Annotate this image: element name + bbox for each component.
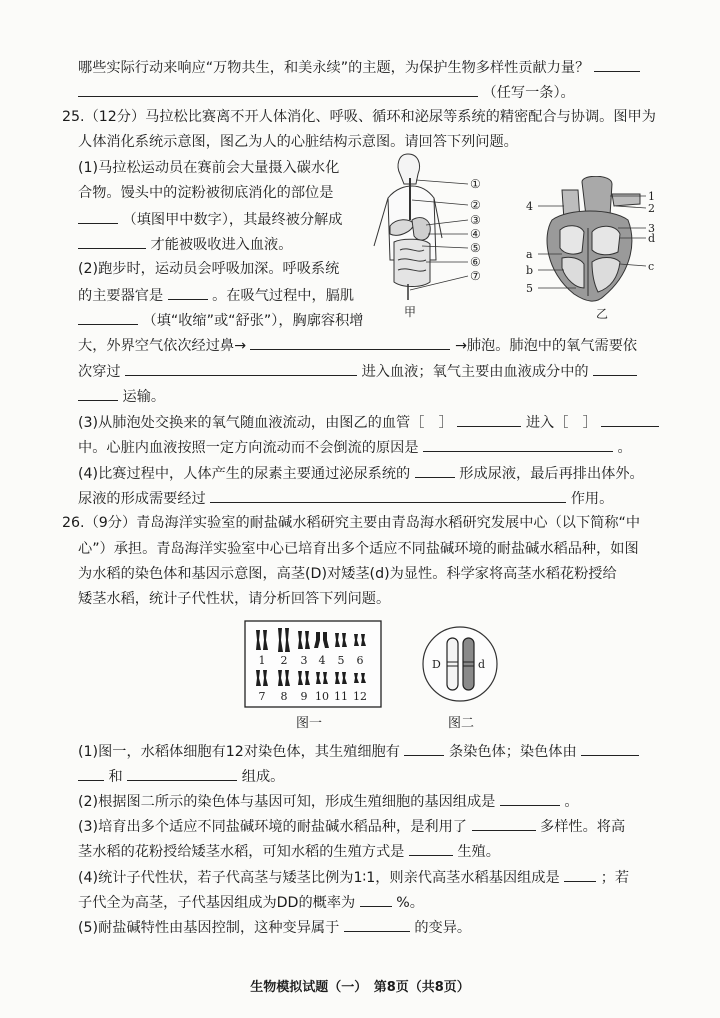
- answer-blank[interactable]: [457, 411, 521, 427]
- q26-s1-text: 组成。: [241, 769, 285, 785]
- q25-p4-text: (4)比赛过程中，人体产生的尿素主要通过泌尿系统的: [78, 466, 411, 482]
- q26-s5-text: 的变异。: [414, 920, 472, 936]
- q26-s1-text: 和: [108, 769, 123, 785]
- q25-p3-line1: [78, 411, 659, 433]
- answer-blank[interactable]: [593, 360, 637, 376]
- answer-blank[interactable]: [250, 334, 450, 350]
- q26-heading-2: 心”）承担。青岛海洋实验室中心已培育出多个适应不同盐碱环境的耐盐碱水稻品种，如图: [78, 541, 639, 557]
- q25-p4-text: 尿液的形成需要经过: [78, 491, 206, 507]
- q25-p4-line1: [78, 462, 644, 484]
- intro-text-2: （任写一条）。: [482, 85, 575, 101]
- gene-label-D: D: [432, 658, 441, 671]
- figure-one-caption: 图一: [296, 716, 323, 731]
- q26-s1-text: (1)图一，水稻体细胞有12对染色体，其生殖细胞有: [78, 744, 400, 760]
- q25-p2-line2: [78, 284, 354, 306]
- chromosome-number: 12: [353, 690, 367, 703]
- q26-s2-line: [78, 790, 579, 812]
- q25-p2-line4: [78, 334, 637, 356]
- q25-p3-text: 中。心脏内血液按照一定方向流动而不会倒流的原因是: [78, 440, 419, 456]
- q25-p1-text: （填图甲中数字），其最终被分解成: [122, 212, 343, 228]
- q25-heading-1: 25.（12分）马拉松比赛离不开人体消化、呼吸、循环和泌尿等系统的精密配合与协调。图甲为: [62, 109, 656, 125]
- q25-p2-line3: [78, 309, 363, 331]
- q25-p1-text: 才能被吸收进入血液。: [150, 237, 293, 253]
- q26-s3-text: 多样性。将高: [540, 819, 626, 835]
- q25-p1-line4: [78, 233, 292, 255]
- jia-label-1: ①: [470, 177, 481, 191]
- answer-blank[interactable]: [409, 840, 453, 856]
- q26-s4-text: 子代全为高茎，子代基因组成为DD的概率为: [78, 895, 356, 911]
- q25-p2-line1: (2)跑步时，运动员会呼吸加深。呼吸系统: [78, 261, 340, 277]
- jia-label-5: ⑤: [470, 241, 481, 255]
- answer-blank[interactable]: [500, 790, 560, 806]
- answer-blank[interactable]: [127, 765, 237, 781]
- heart-structure-figure: [522, 176, 662, 326]
- jia-label-2: ②: [470, 198, 481, 212]
- answer-blank[interactable]: [125, 360, 357, 376]
- q26-s4-line1: [78, 866, 629, 888]
- q25-p3-text: 进入［ ］: [525, 415, 597, 431]
- yi-label-d: d: [648, 232, 656, 245]
- jia-caption: 甲: [404, 305, 417, 319]
- q25-p2-line6: [78, 385, 165, 407]
- page-footer: 生物模拟试题（一） 第8页（共8页）: [250, 980, 470, 995]
- chromosome-number: 1: [258, 654, 266, 667]
- yi-caption: 乙: [596, 307, 609, 321]
- q25-p1-line3: [78, 208, 342, 230]
- intro-line-2: [78, 81, 575, 103]
- chromosome-number: 11: [334, 690, 348, 703]
- answer-blank[interactable]: [472, 815, 536, 831]
- chromosome-number: 6: [356, 654, 364, 667]
- answer-blank[interactable]: [564, 866, 596, 882]
- q26-s5-text: (5)耐盐碱特性由基因控制，这种变异属于: [78, 920, 340, 936]
- chromosome-number: 7: [258, 690, 266, 703]
- q25-p2-text: 的主要器官是: [78, 288, 164, 304]
- answer-blank[interactable]: [344, 916, 410, 932]
- answer-blank[interactable]: [415, 462, 455, 478]
- answer-blank[interactable]: [601, 411, 659, 427]
- q26-s2-text: 。: [564, 794, 579, 810]
- jia-label-3: ③: [470, 213, 481, 227]
- q25-p1-line1: (1)马拉松运动员在赛前会大量摄入碳水化: [78, 160, 340, 176]
- q25-p2-text: →肺泡。肺泡中的氧气需要依: [454, 338, 638, 354]
- answer-blank[interactable]: [78, 765, 104, 781]
- q26-s1-text: 条染色体；染色体由: [448, 744, 577, 760]
- yi-label-4: 4: [526, 200, 533, 213]
- q26-heading-3: 为水稻的染色体和基因示意图，高茎(D)对矮茎(d)为显性。科学家将高茎水稻花粉授给: [78, 566, 617, 582]
- yi-label-3: 3: [648, 222, 655, 235]
- yi-label-5: 5: [526, 282, 533, 295]
- intro-line-1: [78, 56, 640, 78]
- q25-p4-text: 作用。: [570, 491, 614, 507]
- q26-s3-text: (3)培育出多个适应不同盐碱环境的耐盐碱水稻品种，是利用了: [78, 819, 467, 835]
- answer-blank[interactable]: [581, 740, 639, 756]
- jia-label-4: ④: [470, 227, 481, 241]
- q26-s1-line1: [78, 740, 639, 762]
- q25-heading-2: 人体消化系统示意图，图乙为人的心脏结构示意图。请回答下列问题。: [78, 134, 518, 150]
- q26-s4-text: ；若: [600, 870, 630, 886]
- answer-blank[interactable]: [168, 284, 208, 300]
- answer-blank[interactable]: [360, 891, 392, 907]
- q25-p2-text: 大，外界空气依次经过鼻→: [78, 338, 246, 354]
- q25-p2-text: 运输。: [122, 389, 166, 405]
- q25-p2-text: （填“收缩”或“舒张”），胸廓容积增: [142, 313, 364, 329]
- answer-blank[interactable]: [78, 309, 138, 325]
- chromosome-number: 5: [337, 654, 345, 667]
- q26-s3-line1: [78, 815, 625, 837]
- chromosome-number: 2: [280, 654, 288, 667]
- q26-s4-line2: [78, 891, 424, 913]
- jia-label-7: ⑦: [470, 269, 481, 283]
- q26-heading-4: 矮茎水稻，统计子代性状，请分析回答下列问题。: [78, 591, 391, 607]
- answer-blank[interactable]: [404, 740, 444, 756]
- q26-s2-text: (2)根据图二所示的染色体与基因可知，形成生殖细胞的基因组成是: [78, 794, 496, 810]
- yi-label-a: a: [526, 248, 533, 261]
- q26-s4-text: (4)统计子代性状，若子代高茎与矮茎比例为1∶1，则亲代高茎水稻基因组成是: [78, 870, 560, 886]
- karyotype-figure: [244, 620, 382, 708]
- q25-p1-line2: 合物。馒头中的淀粉被彻底消化的部位是: [78, 185, 334, 201]
- q26-heading-1: 26.（9分）青岛海洋实验室的耐盐碱水稻研究主要由青岛海水稻研究发展中心（以下简称“中: [62, 515, 641, 531]
- answer-blank[interactable]: [210, 487, 566, 503]
- gene-label-d: d: [478, 658, 486, 671]
- yi-label-b: b: [526, 264, 534, 277]
- q25-p2-text: 。在吸气过程中，膈肌: [212, 288, 355, 304]
- q25-p4-text: 形成尿液，最后再排出体外。: [459, 466, 644, 482]
- answer-blank[interactable]: [78, 233, 146, 249]
- chromosome-number: 10: [315, 690, 329, 703]
- q26-s1-line2: [78, 765, 284, 787]
- answer-blank[interactable]: [423, 436, 613, 452]
- q25-p3-line2: [78, 436, 632, 458]
- q26-s3-text: 生殖。: [457, 844, 500, 860]
- figure-two-caption: 图二: [448, 716, 475, 731]
- jia-label-6: ⑥: [470, 255, 481, 269]
- q26-s3-line2: [78, 840, 500, 862]
- gene-chromosome-figure: [420, 624, 500, 704]
- yi-label-1: 1: [648, 190, 655, 203]
- q25-p3-text: 。: [617, 440, 632, 456]
- q26-s4-text: %。: [396, 895, 424, 911]
- chromosome-number: 3: [300, 654, 308, 667]
- q26-s3-text: 茎水稻的花粉授给矮茎水稻，可知水稻的生殖方式是: [78, 844, 405, 860]
- q25-p2-line5: [78, 360, 637, 382]
- q25-p4-line2: [78, 487, 613, 509]
- answer-blank[interactable]: [78, 208, 118, 224]
- chromosome-number: 9: [300, 690, 308, 703]
- digestive-system-figure: [368, 150, 504, 320]
- answer-blank[interactable]: [78, 385, 118, 401]
- q25-p2-text: 次穿过: [78, 364, 121, 380]
- chromosome-number: 4: [318, 654, 326, 667]
- yi-label-c: c: [648, 260, 655, 273]
- q25-p3-text: (3)从肺泡处交换来的氧气随血液流动，由图乙的血管［ ］: [78, 415, 453, 431]
- chromosome-number: 8: [280, 690, 288, 703]
- answer-blank[interactable]: [594, 56, 640, 72]
- yi-label-2: 2: [648, 202, 655, 215]
- q26-s5-line: [78, 916, 471, 938]
- intro-text-1: 哪些实际行动来响应“万物共生，和美永续”的主题，为保护生物多样性贡献力量？: [78, 60, 590, 76]
- q25-p2-text: 进入血液；氧气主要由血液成分中的: [361, 364, 589, 380]
- answer-blank[interactable]: [78, 81, 478, 97]
